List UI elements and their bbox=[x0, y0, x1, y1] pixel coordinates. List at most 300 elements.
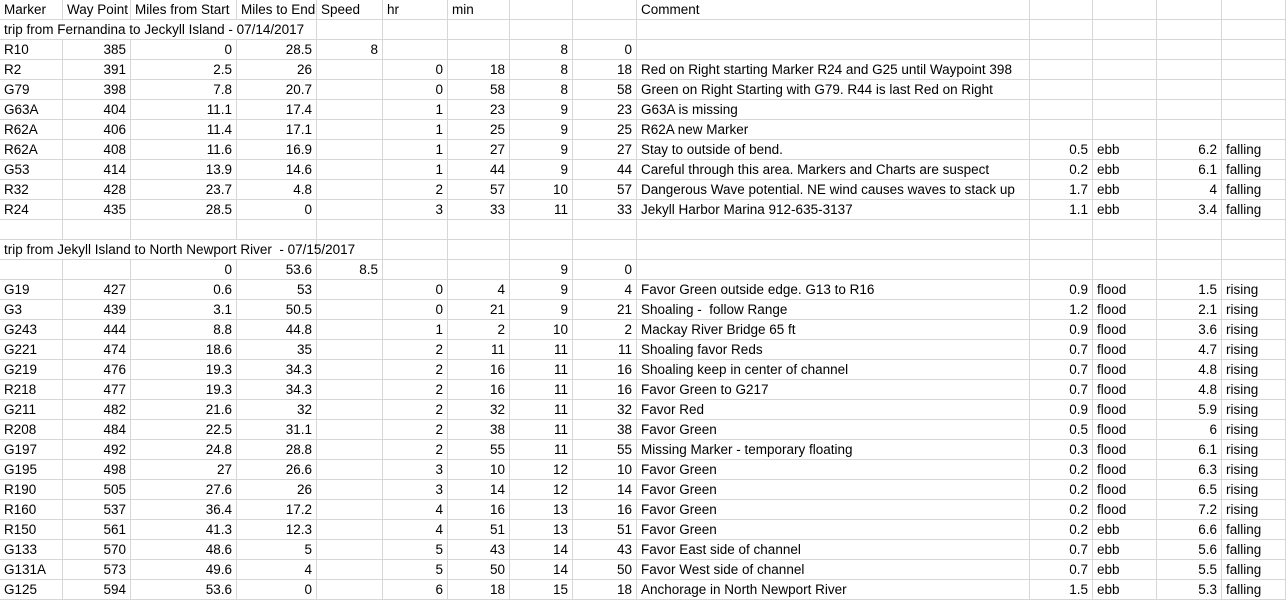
cell-waypoint[interactable]: 408 bbox=[63, 140, 131, 160]
cell-current-phase[interactable]: flood bbox=[1093, 340, 1157, 360]
cell-min[interactable]: 32 bbox=[448, 400, 510, 420]
cell-waypoint[interactable]: 398 bbox=[63, 80, 131, 100]
column-header-miles-from-start[interactable]: Miles from Start bbox=[131, 0, 237, 20]
cell-current-phase[interactable]: ebb bbox=[1093, 580, 1157, 600]
cell-marker[interactable]: R2 bbox=[0, 60, 63, 80]
cell-clock-hr[interactable]: 11 bbox=[510, 200, 573, 220]
cell-current-phase[interactable]: flood bbox=[1093, 440, 1157, 460]
cell-miles-from-start[interactable]: 11.4 bbox=[131, 120, 237, 140]
cell-waypoint[interactable] bbox=[63, 220, 131, 240]
cell-miles-from-start[interactable]: 27 bbox=[131, 460, 237, 480]
cell-tide-direction[interactable]: rising bbox=[1222, 280, 1286, 300]
cell-speed[interactable] bbox=[317, 200, 383, 220]
cell-marker[interactable]: R208 bbox=[0, 420, 63, 440]
cell-miles-to-end[interactable]: 44.8 bbox=[237, 320, 317, 340]
cell-tide-height[interactable]: 4.8 bbox=[1157, 380, 1222, 400]
cell-current-phase[interactable] bbox=[1093, 220, 1157, 240]
cell-clock-min[interactable]: 44 bbox=[573, 160, 637, 180]
cell-miles-from-start[interactable]: 19.3 bbox=[131, 380, 237, 400]
cell-tide-direction[interactable] bbox=[1222, 100, 1286, 120]
cell-hr[interactable]: 1 bbox=[383, 100, 448, 120]
cell-clock-hr[interactable]: 13 bbox=[510, 520, 573, 540]
cell-current-phase[interactable]: flood bbox=[1093, 380, 1157, 400]
column-header-tide-direction[interactable] bbox=[1222, 0, 1286, 20]
cell-miles-from-start[interactable]: 7.8 bbox=[131, 80, 237, 100]
column-header-miles-to-end[interactable]: Miles to End bbox=[237, 0, 317, 20]
cell-tide-height[interactable] bbox=[1157, 80, 1222, 100]
cell-waypoint[interactable]: 561 bbox=[63, 520, 131, 540]
cell-speed[interactable] bbox=[317, 140, 383, 160]
cell-tide-direction[interactable] bbox=[1222, 120, 1286, 140]
cell-current-phase[interactable] bbox=[1093, 260, 1157, 280]
cell-clock-hr[interactable]: 8 bbox=[510, 60, 573, 80]
cell-current-phase[interactable]: ebb bbox=[1093, 520, 1157, 540]
cell-hr[interactable]: 2 bbox=[383, 360, 448, 380]
cell-current-phase[interactable]: ebb bbox=[1093, 560, 1157, 580]
cell-speed[interactable] bbox=[317, 460, 383, 480]
cell-marker[interactable]: R190 bbox=[0, 480, 63, 500]
cell-clock-min[interactable] bbox=[573, 240, 637, 260]
cell-comment[interactable]: Favor Green outside edge. G13 to R16 bbox=[637, 280, 1030, 300]
cell-current-speed[interactable]: 1.5 bbox=[1030, 580, 1093, 600]
cell-current-speed[interactable]: 0.2 bbox=[1030, 480, 1093, 500]
cell-tide-height[interactable]: 5.9 bbox=[1157, 400, 1222, 420]
cell-tide-direction[interactable] bbox=[1222, 60, 1286, 80]
cell-clock-hr[interactable] bbox=[510, 220, 573, 240]
cell-current-phase[interactable]: flood bbox=[1093, 300, 1157, 320]
cell-clock-min[interactable]: 0 bbox=[573, 260, 637, 280]
cell-speed[interactable] bbox=[317, 360, 383, 380]
cell-current-speed[interactable] bbox=[1030, 100, 1093, 120]
cell-marker[interactable]: G63A bbox=[0, 100, 63, 120]
cell-hr[interactable]: 0 bbox=[383, 60, 448, 80]
cell-tide-height[interactable] bbox=[1157, 100, 1222, 120]
cell-marker[interactable]: G133 bbox=[0, 540, 63, 560]
cell-current-speed[interactable]: 0.7 bbox=[1030, 380, 1093, 400]
cell-miles-to-end[interactable]: 28.8 bbox=[237, 440, 317, 460]
cell-clock-min[interactable]: 21 bbox=[573, 300, 637, 320]
cell-comment[interactable]: Favor West side of channel bbox=[637, 560, 1030, 580]
cell-comment[interactable]: Favor Green bbox=[637, 500, 1030, 520]
cell-tide-height[interactable]: 5.5 bbox=[1157, 560, 1222, 580]
cell-tide-direction[interactable]: rising bbox=[1222, 300, 1286, 320]
cell-speed[interactable] bbox=[317, 480, 383, 500]
cell-marker[interactable]: G131A bbox=[0, 560, 63, 580]
cell-tide-height[interactable] bbox=[1157, 220, 1222, 240]
cell-min[interactable]: 23 bbox=[448, 100, 510, 120]
cell-comment[interactable]: Favor Green bbox=[637, 460, 1030, 480]
cell-current-phase[interactable]: ebb bbox=[1093, 140, 1157, 160]
cell-clock-hr[interactable]: 8 bbox=[510, 80, 573, 100]
cell-current-phase[interactable] bbox=[1093, 40, 1157, 60]
cell-min[interactable] bbox=[448, 40, 510, 60]
cell-current-speed[interactable]: 0.2 bbox=[1030, 160, 1093, 180]
cell-hr[interactable]: 3 bbox=[383, 480, 448, 500]
cell-speed[interactable] bbox=[317, 180, 383, 200]
cell-current-speed[interactable] bbox=[1030, 80, 1093, 100]
cell-miles-from-start[interactable] bbox=[131, 220, 237, 240]
cell-tide-direction[interactable]: rising bbox=[1222, 480, 1286, 500]
cell-miles-to-end[interactable]: 53 bbox=[237, 280, 317, 300]
cell-marker[interactable]: R62A bbox=[0, 140, 63, 160]
cell-miles-to-end[interactable]: 53.6 bbox=[237, 260, 317, 280]
cell-speed[interactable] bbox=[317, 580, 383, 600]
cell-current-speed[interactable] bbox=[1030, 240, 1093, 260]
cell-comment[interactable]: G63A is missing bbox=[637, 100, 1030, 120]
cell-miles-to-end[interactable]: 32 bbox=[237, 400, 317, 420]
cell-waypoint[interactable]: 404 bbox=[63, 100, 131, 120]
cell-miles-from-start[interactable]: 2.5 bbox=[131, 60, 237, 80]
column-header-clock-hr[interactable] bbox=[510, 0, 573, 20]
cell-tide-direction[interactable] bbox=[1222, 220, 1286, 240]
cell-waypoint[interactable]: 427 bbox=[63, 280, 131, 300]
cell-current-phase[interactable] bbox=[1093, 120, 1157, 140]
cell-miles-from-start[interactable]: 49.6 bbox=[131, 560, 237, 580]
cell-hr[interactable]: 2 bbox=[383, 400, 448, 420]
cell-marker[interactable]: G211 bbox=[0, 400, 63, 420]
cell-clock-min[interactable]: 11 bbox=[573, 340, 637, 360]
cell-speed[interactable] bbox=[317, 220, 383, 240]
cell-clock-hr[interactable] bbox=[510, 20, 573, 40]
cell-current-phase[interactable]: flood bbox=[1093, 500, 1157, 520]
cell-current-speed[interactable]: 0.7 bbox=[1030, 540, 1093, 560]
cell-current-speed[interactable]: 0.2 bbox=[1030, 460, 1093, 480]
cell-waypoint[interactable]: 573 bbox=[63, 560, 131, 580]
cell-comment[interactable]: Dangerous Wave potential. NE wind causes waves to stack up bbox=[637, 180, 1030, 200]
cell-hr[interactable]: 1 bbox=[383, 320, 448, 340]
cell-current-speed[interactable]: 1.7 bbox=[1030, 180, 1093, 200]
cell-min[interactable]: 38 bbox=[448, 420, 510, 440]
cell-marker[interactable]: R10 bbox=[0, 40, 63, 60]
cell-waypoint[interactable]: 492 bbox=[63, 440, 131, 460]
cell-clock-hr[interactable]: 12 bbox=[510, 480, 573, 500]
cell-miles-from-start[interactable]: 28.5 bbox=[131, 200, 237, 220]
cell-current-phase[interactable] bbox=[1093, 80, 1157, 100]
cell-speed[interactable] bbox=[317, 100, 383, 120]
cell-miles-to-end[interactable]: 50.5 bbox=[237, 300, 317, 320]
cell-marker[interactable]: G221 bbox=[0, 340, 63, 360]
cell-clock-hr[interactable]: 13 bbox=[510, 500, 573, 520]
cell-current-phase[interactable] bbox=[1093, 20, 1157, 40]
cell-marker[interactable]: R150 bbox=[0, 520, 63, 540]
cell-clock-min[interactable]: 14 bbox=[573, 480, 637, 500]
cell-tide-direction[interactable] bbox=[1222, 240, 1286, 260]
column-header-waypoint[interactable]: Way Point bbox=[63, 0, 131, 20]
cell-hr[interactable]: 6 bbox=[383, 580, 448, 600]
cell-current-speed[interactable]: 1.1 bbox=[1030, 200, 1093, 220]
cell-comment[interactable] bbox=[637, 220, 1030, 240]
cell-marker[interactable]: R24 bbox=[0, 200, 63, 220]
cell-speed[interactable] bbox=[317, 440, 383, 460]
cell-miles-to-end[interactable]: 26 bbox=[237, 60, 317, 80]
cell-clock-min[interactable]: 23 bbox=[573, 100, 637, 120]
cell-speed[interactable]: 8.5 bbox=[317, 260, 383, 280]
cell-current-speed[interactable] bbox=[1030, 20, 1093, 40]
cell-speed[interactable] bbox=[317, 520, 383, 540]
cell-clock-min[interactable]: 4 bbox=[573, 280, 637, 300]
cell-min[interactable]: 11 bbox=[448, 340, 510, 360]
cell-clock-min[interactable]: 2 bbox=[573, 320, 637, 340]
cell-comment[interactable]: Red on Right starting Marker R24 and G25 until Waypoint 398 bbox=[637, 60, 1030, 80]
cell-comment[interactable]: Favor Green bbox=[637, 480, 1030, 500]
cell-hr[interactable]: 0 bbox=[383, 280, 448, 300]
cell-clock-hr[interactable]: 8 bbox=[510, 40, 573, 60]
cell-tide-height[interactable]: 6.2 bbox=[1157, 140, 1222, 160]
cell-clock-hr[interactable]: 9 bbox=[510, 120, 573, 140]
cell-current-phase[interactable] bbox=[1093, 60, 1157, 80]
cell-tide-direction[interactable]: rising bbox=[1222, 400, 1286, 420]
section-title-cell[interactable]: trip from Jekyll Island to North Newport River - 07/15/2017 bbox=[0, 240, 317, 260]
cell-marker[interactable] bbox=[0, 260, 63, 280]
cell-min[interactable] bbox=[448, 20, 510, 40]
cell-miles-to-end[interactable]: 34.3 bbox=[237, 380, 317, 400]
cell-current-phase[interactable] bbox=[1093, 100, 1157, 120]
cell-miles-from-start[interactable]: 18.6 bbox=[131, 340, 237, 360]
cell-current-speed[interactable]: 0.3 bbox=[1030, 440, 1093, 460]
cell-clock-hr[interactable]: 9 bbox=[510, 260, 573, 280]
cell-waypoint[interactable]: 537 bbox=[63, 500, 131, 520]
cell-comment[interactable]: Anchorage in North Newport River bbox=[637, 580, 1030, 600]
cell-current-speed[interactable]: 0.2 bbox=[1030, 500, 1093, 520]
cell-miles-from-start[interactable]: 48.6 bbox=[131, 540, 237, 560]
cell-miles-to-end[interactable]: 31.1 bbox=[237, 420, 317, 440]
column-header-min[interactable]: min bbox=[448, 0, 510, 20]
cell-miles-to-end[interactable]: 34.3 bbox=[237, 360, 317, 380]
cell-miles-to-end[interactable]: 14.6 bbox=[237, 160, 317, 180]
cell-comment[interactable]: Stay to outside of bend. bbox=[637, 140, 1030, 160]
cell-miles-from-start[interactable]: 24.8 bbox=[131, 440, 237, 460]
cell-min[interactable]: 16 bbox=[448, 500, 510, 520]
cell-clock-min[interactable]: 16 bbox=[573, 500, 637, 520]
cell-comment[interactable]: Mackay River Bridge 65 ft bbox=[637, 320, 1030, 340]
cell-tide-height[interactable] bbox=[1157, 20, 1222, 40]
cell-hr[interactable]: 2 bbox=[383, 440, 448, 460]
cell-miles-to-end[interactable]: 0 bbox=[237, 200, 317, 220]
cell-tide-direction[interactable]: falling bbox=[1222, 520, 1286, 540]
cell-clock-hr[interactable]: 11 bbox=[510, 340, 573, 360]
cell-comment[interactable] bbox=[637, 20, 1030, 40]
cell-current-speed[interactable]: 0.7 bbox=[1030, 340, 1093, 360]
cell-current-speed[interactable]: 1.2 bbox=[1030, 300, 1093, 320]
cell-hr[interactable]: 3 bbox=[383, 460, 448, 480]
cell-current-phase[interactable]: flood bbox=[1093, 460, 1157, 480]
cell-marker[interactable]: R160 bbox=[0, 500, 63, 520]
cell-tide-direction[interactable]: rising bbox=[1222, 320, 1286, 340]
cell-tide-height[interactable]: 6.5 bbox=[1157, 480, 1222, 500]
cell-current-phase[interactable] bbox=[1093, 240, 1157, 260]
cell-tide-direction[interactable]: falling bbox=[1222, 540, 1286, 560]
cell-clock-min[interactable]: 43 bbox=[573, 540, 637, 560]
cell-miles-to-end[interactable] bbox=[237, 220, 317, 240]
cell-waypoint[interactable]: 474 bbox=[63, 340, 131, 360]
cell-hr[interactable]: 2 bbox=[383, 420, 448, 440]
cell-clock-hr[interactable]: 14 bbox=[510, 560, 573, 580]
cell-marker[interactable]: G195 bbox=[0, 460, 63, 480]
cell-miles-from-start[interactable]: 0.6 bbox=[131, 280, 237, 300]
cell-tide-direction[interactable]: falling bbox=[1222, 560, 1286, 580]
cell-comment[interactable] bbox=[637, 40, 1030, 60]
cell-hr[interactable] bbox=[383, 220, 448, 240]
cell-current-speed[interactable]: 0.9 bbox=[1030, 320, 1093, 340]
cell-hr[interactable] bbox=[383, 240, 448, 260]
cell-current-speed[interactable]: 0.5 bbox=[1030, 420, 1093, 440]
cell-hr[interactable] bbox=[383, 20, 448, 40]
cell-current-speed[interactable]: 0.5 bbox=[1030, 140, 1093, 160]
cell-speed[interactable] bbox=[317, 120, 383, 140]
cell-clock-min[interactable]: 16 bbox=[573, 380, 637, 400]
cell-miles-from-start[interactable]: 19.3 bbox=[131, 360, 237, 380]
cell-miles-from-start[interactable]: 3.1 bbox=[131, 300, 237, 320]
cell-min[interactable]: 55 bbox=[448, 440, 510, 460]
cell-tide-direction[interactable]: falling bbox=[1222, 180, 1286, 200]
cell-tide-height[interactable] bbox=[1157, 260, 1222, 280]
cell-current-speed[interactable] bbox=[1030, 220, 1093, 240]
cell-speed[interactable] bbox=[317, 500, 383, 520]
cell-tide-direction[interactable]: falling bbox=[1222, 200, 1286, 220]
cell-hr[interactable]: 5 bbox=[383, 560, 448, 580]
cell-speed[interactable] bbox=[317, 80, 383, 100]
cell-waypoint[interactable]: 385 bbox=[63, 40, 131, 60]
cell-hr[interactable]: 1 bbox=[383, 140, 448, 160]
cell-tide-height[interactable]: 6.6 bbox=[1157, 520, 1222, 540]
cell-current-speed[interactable] bbox=[1030, 40, 1093, 60]
cell-tide-height[interactable]: 2.1 bbox=[1157, 300, 1222, 320]
cell-clock-hr[interactable]: 10 bbox=[510, 180, 573, 200]
cell-min[interactable]: 43 bbox=[448, 540, 510, 560]
cell-current-phase[interactable]: flood bbox=[1093, 480, 1157, 500]
cell-hr[interactable]: 2 bbox=[383, 380, 448, 400]
cell-min[interactable]: 58 bbox=[448, 80, 510, 100]
cell-miles-to-end[interactable]: 17.2 bbox=[237, 500, 317, 520]
cell-marker[interactable]: R62A bbox=[0, 120, 63, 140]
cell-clock-hr[interactable]: 9 bbox=[510, 280, 573, 300]
cell-clock-min[interactable]: 18 bbox=[573, 580, 637, 600]
cell-min[interactable]: 14 bbox=[448, 480, 510, 500]
cell-clock-min[interactable]: 16 bbox=[573, 360, 637, 380]
cell-comment[interactable]: Jekyll Harbor Marina 912-635-3137 bbox=[637, 200, 1030, 220]
cell-miles-from-start[interactable]: 8.8 bbox=[131, 320, 237, 340]
cell-waypoint[interactable]: 444 bbox=[63, 320, 131, 340]
column-header-current-speed[interactable] bbox=[1030, 0, 1093, 20]
cell-miles-from-start[interactable]: 22.5 bbox=[131, 420, 237, 440]
cell-hr[interactable]: 4 bbox=[383, 500, 448, 520]
cell-miles-from-start[interactable]: 36.4 bbox=[131, 500, 237, 520]
column-header-speed[interactable]: Speed bbox=[317, 0, 383, 20]
cell-comment[interactable]: Careful through this area. Markers and Charts are suspect bbox=[637, 160, 1030, 180]
cell-clock-hr[interactable]: 11 bbox=[510, 440, 573, 460]
cell-tide-height[interactable]: 6.1 bbox=[1157, 440, 1222, 460]
column-header-clock-min[interactable] bbox=[573, 0, 637, 20]
cell-current-speed[interactable]: 0.9 bbox=[1030, 280, 1093, 300]
column-header-hr[interactable]: hr bbox=[383, 0, 448, 20]
cell-clock-hr[interactable]: 14 bbox=[510, 540, 573, 560]
cell-current-phase[interactable]: flood bbox=[1093, 400, 1157, 420]
cell-tide-direction[interactable]: falling bbox=[1222, 140, 1286, 160]
cell-waypoint[interactable]: 406 bbox=[63, 120, 131, 140]
column-header-current-phase[interactable] bbox=[1093, 0, 1157, 20]
cell-marker[interactable]: G19 bbox=[0, 280, 63, 300]
cell-clock-hr[interactable]: 12 bbox=[510, 460, 573, 480]
cell-marker[interactable]: G197 bbox=[0, 440, 63, 460]
cell-miles-from-start[interactable]: 11.1 bbox=[131, 100, 237, 120]
cell-min[interactable]: 27 bbox=[448, 140, 510, 160]
cell-speed[interactable] bbox=[317, 340, 383, 360]
cell-miles-to-end[interactable]: 5 bbox=[237, 540, 317, 560]
cell-comment[interactable]: Shoaling keep in center of channel bbox=[637, 360, 1030, 380]
cell-speed[interactable] bbox=[317, 540, 383, 560]
cell-speed[interactable] bbox=[317, 320, 383, 340]
cell-marker[interactable]: R218 bbox=[0, 380, 63, 400]
cell-clock-hr[interactable] bbox=[510, 240, 573, 260]
cell-marker[interactable]: G3 bbox=[0, 300, 63, 320]
cell-waypoint[interactable]: 505 bbox=[63, 480, 131, 500]
cell-tide-direction[interactable]: falling bbox=[1222, 160, 1286, 180]
cell-clock-min[interactable]: 0 bbox=[573, 40, 637, 60]
cell-tide-height[interactable] bbox=[1157, 60, 1222, 80]
cell-waypoint[interactable]: 414 bbox=[63, 160, 131, 180]
cell-clock-min[interactable]: 33 bbox=[573, 200, 637, 220]
cell-clock-min[interactable]: 51 bbox=[573, 520, 637, 540]
cell-hr[interactable]: 4 bbox=[383, 520, 448, 540]
cell-min[interactable]: 10 bbox=[448, 460, 510, 480]
cell-tide-direction[interactable] bbox=[1222, 40, 1286, 60]
cell-current-phase[interactable]: flood bbox=[1093, 420, 1157, 440]
cell-hr[interactable]: 3 bbox=[383, 200, 448, 220]
cell-min[interactable]: 16 bbox=[448, 380, 510, 400]
cell-comment[interactable]: R62A new Marker bbox=[637, 120, 1030, 140]
cell-tide-direction[interactable]: rising bbox=[1222, 360, 1286, 380]
cell-miles-to-end[interactable]: 26 bbox=[237, 480, 317, 500]
cell-waypoint[interactable]: 570 bbox=[63, 540, 131, 560]
cell-tide-direction[interactable] bbox=[1222, 260, 1286, 280]
cell-current-phase[interactable]: ebb bbox=[1093, 160, 1157, 180]
cell-comment[interactable]: Favor Red bbox=[637, 400, 1030, 420]
cell-speed[interactable]: 8 bbox=[317, 40, 383, 60]
cell-marker[interactable]: G243 bbox=[0, 320, 63, 340]
cell-tide-height[interactable]: 6.1 bbox=[1157, 160, 1222, 180]
cell-tide-direction[interactable]: rising bbox=[1222, 440, 1286, 460]
cell-waypoint[interactable]: 484 bbox=[63, 420, 131, 440]
cell-tide-direction[interactable] bbox=[1222, 80, 1286, 100]
column-header-comment[interactable]: Comment bbox=[637, 0, 1030, 20]
cell-min[interactable]: 25 bbox=[448, 120, 510, 140]
cell-tide-direction[interactable]: rising bbox=[1222, 420, 1286, 440]
cell-hr[interactable] bbox=[383, 260, 448, 280]
cell-marker[interactable]: R32 bbox=[0, 180, 63, 200]
cell-waypoint[interactable]: 498 bbox=[63, 460, 131, 480]
cell-miles-to-end[interactable]: 4.8 bbox=[237, 180, 317, 200]
cell-tide-height[interactable]: 7.2 bbox=[1157, 500, 1222, 520]
cell-miles-to-end[interactable]: 35 bbox=[237, 340, 317, 360]
cell-speed[interactable] bbox=[317, 400, 383, 420]
cell-comment[interactable]: Favor East side of channel bbox=[637, 540, 1030, 560]
cell-tide-direction[interactable]: rising bbox=[1222, 460, 1286, 480]
cell-min[interactable]: 51 bbox=[448, 520, 510, 540]
cell-miles-to-end[interactable]: 17.4 bbox=[237, 100, 317, 120]
cell-comment[interactable]: Favor Green bbox=[637, 520, 1030, 540]
cell-current-speed[interactable]: 0.9 bbox=[1030, 400, 1093, 420]
cell-tide-direction[interactable]: falling bbox=[1222, 580, 1286, 600]
cell-comment[interactable]: Green on Right Starting with G79. R44 is last Red on Right bbox=[637, 80, 1030, 100]
cell-waypoint[interactable]: 477 bbox=[63, 380, 131, 400]
cell-miles-to-end[interactable]: 16.9 bbox=[237, 140, 317, 160]
cell-speed[interactable] bbox=[317, 300, 383, 320]
cell-tide-height[interactable]: 5.3 bbox=[1157, 580, 1222, 600]
cell-speed[interactable] bbox=[317, 560, 383, 580]
cell-hr[interactable]: 1 bbox=[383, 120, 448, 140]
cell-miles-from-start[interactable]: 13.9 bbox=[131, 160, 237, 180]
cell-clock-hr[interactable]: 10 bbox=[510, 320, 573, 340]
